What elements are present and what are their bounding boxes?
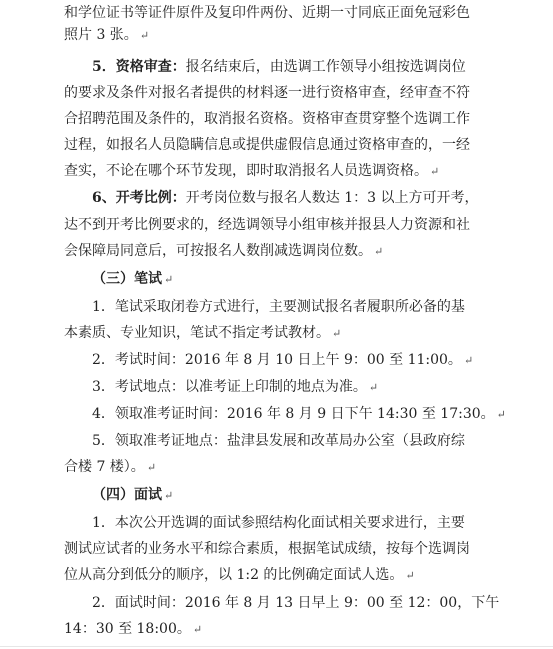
text-line: 2．考试时间：2016 年 8 月 10 日上午 9：00 至 11:00。 ↵: [92, 352, 474, 368]
text-line: 位从高分到低分的顺序，以 1:2 的比例确定面试人选。 ↵: [64, 567, 415, 583]
paragraph-mark: ↵: [164, 490, 174, 502]
subsection-heading: （四）面试 ↵: [92, 487, 174, 503]
text-line: 达不到开考比例要求的，经选调领导小组审核并报县人力资源和社: [64, 217, 470, 233]
text-line: 会保障局同意后，可按报名人数削减选调岗位数。 ↵: [64, 243, 384, 259]
paragraph-mark: ↵: [332, 328, 342, 340]
text-line: 1．笔试采取闭卷方式进行，主要测试报名者履职所必备的基: [92, 299, 465, 315]
text-line: 2．面试时间：2016 年 8 月 13 日早上 9：00 至 12：00，下午: [92, 595, 500, 611]
paragraph-mark: ↵: [374, 246, 384, 258]
text-line: 和学位证书等证件原件及复印件两份、近期一寸同底正面免冠彩色: [64, 5, 470, 21]
paragraph-mark: ↵: [164, 274, 174, 286]
page-bottom-border: [0, 646, 553, 647]
paragraph-mark: ↵: [496, 409, 506, 421]
text-line: 的要求及条件对报名者提供的材料逐一进行资格审查，经审查不符: [64, 85, 470, 101]
text-line: 1．本次公开选调的面试参照结构化面试相关要求进行，主要: [92, 515, 465, 531]
paragraph-mark: ↵: [368, 382, 379, 394]
text-line: 测试应试者的业务水平和综合素质，根据笔试成绩，按每个选调岗: [64, 541, 470, 557]
text-line: 查实，不论在哪个环节发现，即时取消报名人员选调资格。 ↵: [64, 163, 440, 179]
text-line: 5．领取准考证地点：盐津县发展和改革局办公室（县政府综: [92, 433, 465, 449]
paragraph-mark: ↵: [139, 30, 150, 42]
paragraph-mark: ↵: [463, 355, 474, 367]
paragraph-mark: ↵: [430, 166, 440, 178]
section-heading-line: 5．资格审查：报名结束后，由选调工作领导小组按选调岗位: [92, 59, 466, 75]
text-line: 本素质、专业知识，笔试不指定考试教材。 ↵: [64, 325, 342, 341]
section-heading-line: 6、开考比例：开考岗位数与报名人数达 1：3 以上方可开考，: [92, 190, 479, 206]
text-line: 4．领取准考证时间：2016 年 8 月 9 日下午 14:30 至 17:30。 ↵: [92, 406, 506, 422]
text-line: 14：30 至 18:00。 ↵: [64, 621, 203, 637]
text-line: 3．考试地点：以准考证上印制的地点为准。 ↵: [92, 379, 379, 395]
subsection-heading: （三）笔试 ↵: [92, 271, 174, 287]
paragraph-mark: ↵: [146, 462, 157, 474]
text-line: 过程，如报名人员隐瞒信息或提供虚假信息通过资格审查的，一经: [64, 137, 470, 153]
paragraph-mark: ↵: [192, 624, 203, 636]
text-line: 合楼 7 楼）。 ↵: [64, 459, 157, 475]
paragraph-mark: ↵: [405, 570, 415, 582]
text-line: 照片 3 张。 ↵: [64, 27, 150, 43]
text-line: 合招聘范围及条件的，取消报名资格。资格审查贯穿整个选调工作: [64, 111, 470, 127]
